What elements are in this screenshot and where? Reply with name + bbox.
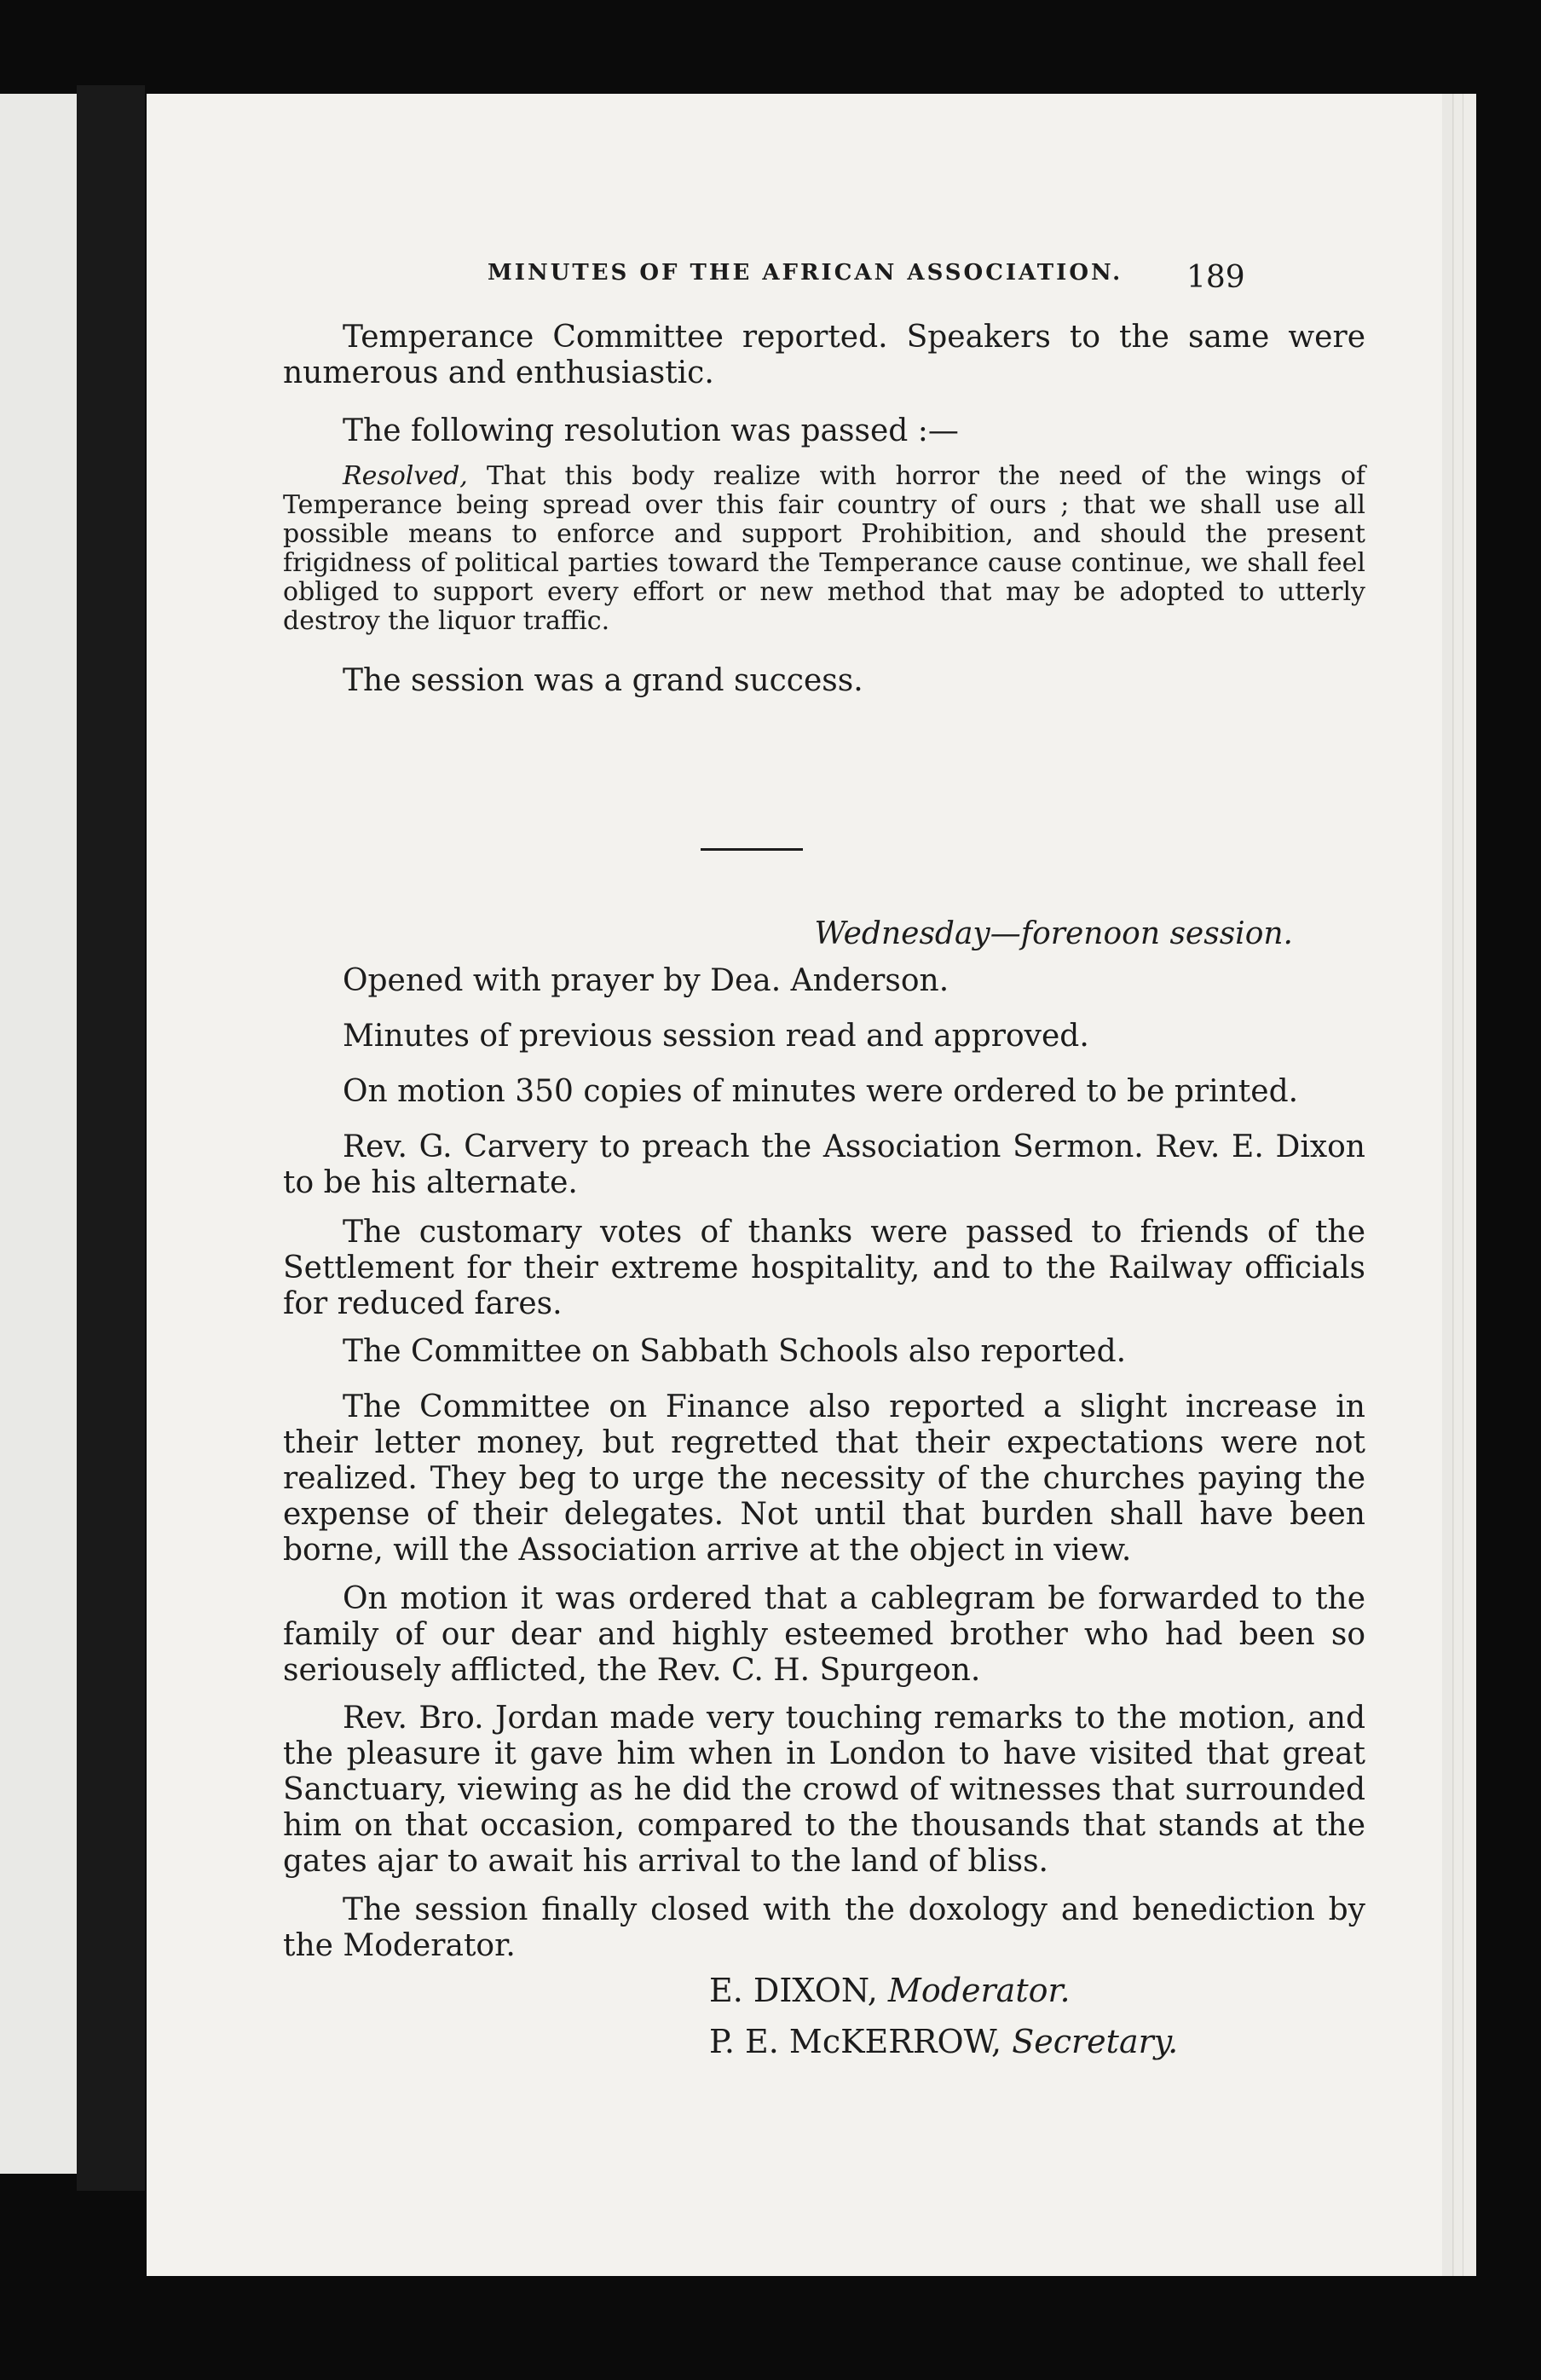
session-paragraph: The customary votes of thanks were passed to friends of the Settlement for their extreme hospitality, and to the Railway officials for reduced fares. <box>283 1215 1365 1321</box>
signature-moderator <box>709 1965 1178 2016</box>
session-paragraph: The session finally closed with the doxology and benediction by the Moderator. <box>283 1892 1365 1963</box>
signature-block <box>709 1965 1178 2067</box>
session-heading: Wednesday—forenoon session. <box>814 916 1293 951</box>
facing-page-edge <box>0 94 77 2174</box>
signature-name: E. DIXON, <box>709 1972 878 2009</box>
session-paragraph: On motion it was ordered that a cablegram be forwarded to the family of our dear and highly esteemed brother who had been so seriousely afflicted, the Rev. C. H. Spurgeon. <box>283 1581 1365 1688</box>
paragraph-temperance: Temperance Committee reported. Speakers to the same were numerous and enthusiastic. <box>283 320 1365 390</box>
paragraph-resolution-intro: The following resolution was passed :— <box>343 413 959 448</box>
signature-role: Secretary. <box>1012 2023 1179 2060</box>
running-header <box>488 260 1123 286</box>
signature-name: P. E. McKERROW, <box>709 2023 1002 2060</box>
signature-role: Moderator. <box>887 1972 1071 2009</box>
resolution-lead: Resolved, <box>343 461 468 491</box>
session-paragraph: On motion 350 copies of minutes were ordered to be printed. <box>343 1074 1299 1109</box>
session-paragraph: Rev. G. Carvery to preach the Association Sermon. Rev. E. Dixon to be his alternate. <box>283 1129 1365 1200</box>
book-gutter <box>77 85 145 2191</box>
resolution-text <box>283 462 1365 636</box>
header-title: MINUTES OF THE AFRICAN ASSOCIATION. <box>488 260 1123 286</box>
session-paragraph: Opened with prayer by Dea. Anderson. <box>343 963 949 998</box>
resolution-body: That this body realize with horror the need of the wings of Temperance being spread over this fair country of ours ; that we shall use all possible means to enforce and support Prohibition, and should the present frigidness of political parties toward the Temperance cause continue, we shall feel obliged to support every effort or new method that may be adopted to utterly destroy the liquor traffic. <box>283 461 1365 636</box>
page-edge <box>1442 94 1476 2276</box>
paragraph-success: The session was a grand success. <box>343 663 863 698</box>
session-paragraph: Rev. Bro. Jordan made very touching remarks to the motion, and the pleasure it gave him when in London to have visited that great Sanctuary, viewing as he did the crowd of witnesses that surrounded him on that occasion, compared to the thousands that stands at the gates ajar to await his arrival to the land of bliss. <box>283 1701 1365 1879</box>
page-number: 189 <box>1186 260 1245 295</box>
section-divider <box>701 848 803 851</box>
session-paragraph: The Committee on Sabbath Schools also reported. <box>343 1334 1127 1369</box>
book-page <box>147 94 1476 2276</box>
session-paragraph: Minutes of previous session read and approved. <box>343 1019 1089 1054</box>
signature-secretary <box>709 2016 1178 2067</box>
session-paragraph: The Committee on Finance also reported a slight increase in their letter money, but regretted that their expectations were not realized. They beg to urge the necessity of the churches paying the expense of their delegates. Not until that burden shall have been borne, will the Association arrive at the object in view. <box>283 1389 1365 1568</box>
